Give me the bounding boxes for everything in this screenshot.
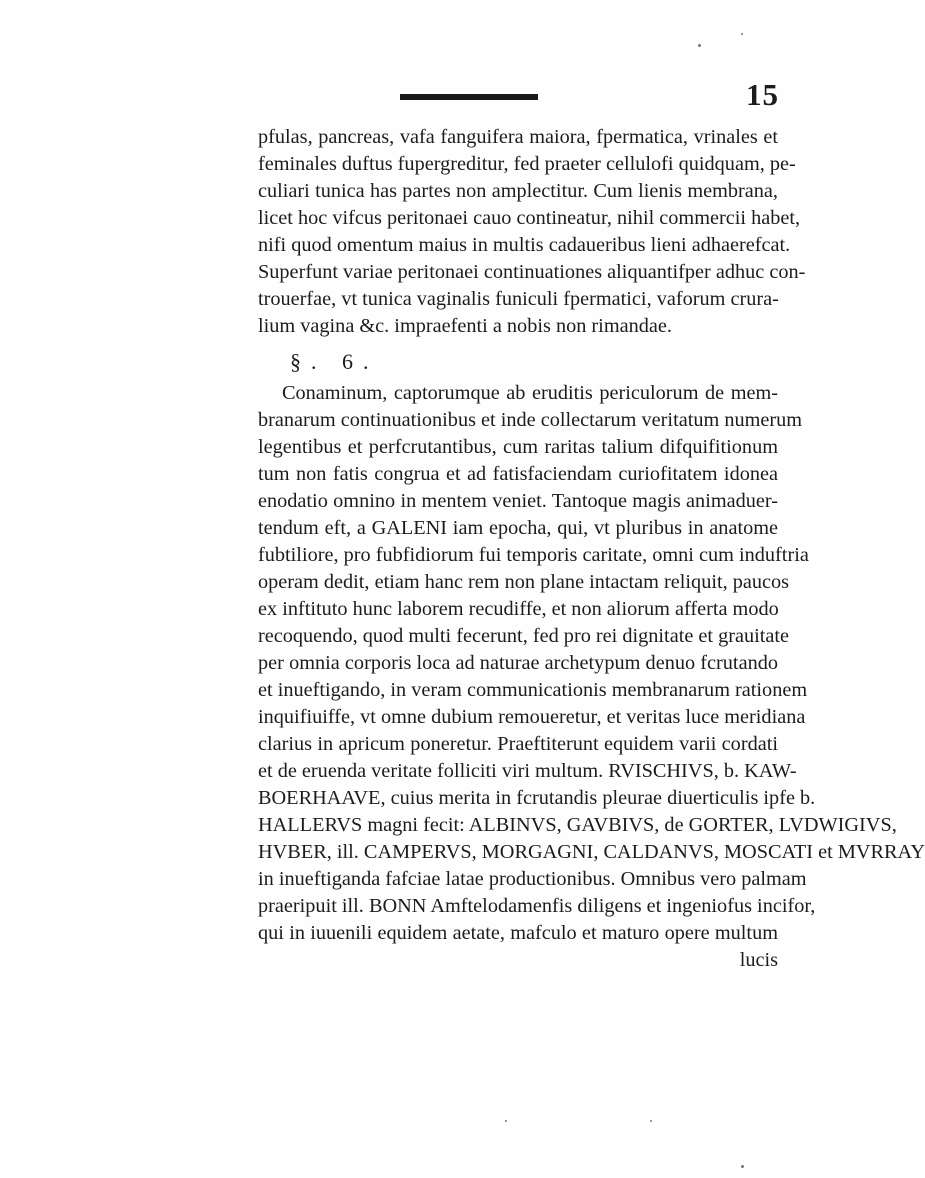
text-line: Conaminum, captorumque ab eruditis periculorum de mem- [282, 382, 778, 404]
text-line: feminales duftus fupergreditur, fed praeter cellulofi quidquam, pe- [258, 153, 796, 175]
text-line: BOERHAAVE, cuius merita in fcrutandis pleurae diuerticulis ipfe b. [258, 787, 816, 809]
text-line: tendum eft, a GALENI iam epocha, qui, vt pluribus in anatome [258, 517, 778, 539]
text-line: et inueftigando, in veram communicationis membranarum rationem [258, 679, 808, 701]
text-line: praeripuit ill. BONN Amftelodamenfis diligens et ingeniofus incifor, [258, 895, 816, 917]
text-line: ex inftituto hunc laborem recudiffe, et non aliorum afferta modo [258, 598, 779, 620]
text-line: tum non fatis congrua et ad fatisfaciendam curiofitatem idonea [258, 463, 778, 485]
body-text [258, 124, 925, 974]
text-line: Superfunt variae peritonaei continuationes aliquantifper adhuc con- [258, 261, 806, 283]
text-line: HVBER, ill. CAMPERVS, MORGAGNI, CALDANVS, MOSCATI et MVRRAY [258, 841, 925, 863]
text-line: per omnia corporis loca ad naturae archetypum denuo fcrutando [258, 652, 778, 674]
catchword: lucis [739, 949, 778, 971]
text-line: lium vagina &c. impraefenti a nobis non rimandae. [258, 315, 672, 337]
text-line: culiari tunica has partes non amplectitur. Cum lienis membrana, [258, 180, 778, 202]
text-line: legentibus et perfcrutantibus, cum raritas talium difquifitionum [258, 436, 778, 458]
text-line: trouerfae, vt tunica vaginalis funiculi fpermatici, vaforum crura- [258, 288, 779, 310]
header-rule [400, 94, 538, 100]
text-line: in inueftiganda fafciae latae productionibus. Omnibus vero palmam [258, 868, 807, 890]
paragraph-1 [258, 124, 806, 340]
page-number: 15 [746, 77, 779, 112]
text-line: branarum continuationibus et inde collectarum veritatum numerum [258, 409, 803, 431]
text-line: qui in iuuenili equidem aetate, mafculo et maturo opere multum [258, 922, 778, 944]
text-line: recoquendo, quod multi fecerunt, fed pro rei dignitate et grauitate [258, 625, 790, 647]
text-line: nifi quod omentum maius in multis cadaueribus lieni adhaerefcat. [258, 234, 791, 256]
text-line: HALLERVS magni fecit: ALBINVS, GAVBIVS, de GORTER, LVDWIGIVS, [258, 814, 897, 836]
text-line: enodatio omnino in mentem veniet. Tantoque magis animaduer- [258, 490, 778, 512]
text-line: clarius in apricum poneretur. Praeftiterunt equidem varii cordati [258, 733, 778, 755]
text-line: pfulas, pancreas, vafa fanguifera maiora, fpermatica, vrinales et [258, 126, 778, 148]
text-line: inquifiuiffe, vt omne dubium remoueretur, et veritas luce meridiana [258, 706, 806, 728]
text-line: fubtiliore, pro fubfidiorum fui temporis caritate, omni cum induftria [258, 544, 809, 566]
text-line: licet hoc vifcus peritonaei cauo contineatur, nihil commercii habet, [258, 207, 801, 229]
section-heading: §. 6. [290, 349, 379, 374]
text-line: operam dedit, etiam hanc rem non plane intactam reliquit, paucos [258, 571, 790, 593]
text-line: et de eruenda veritate folliciti viri multum. RVISCHIVS, b. KAW- [258, 760, 797, 782]
paragraph-2 [258, 380, 925, 947]
